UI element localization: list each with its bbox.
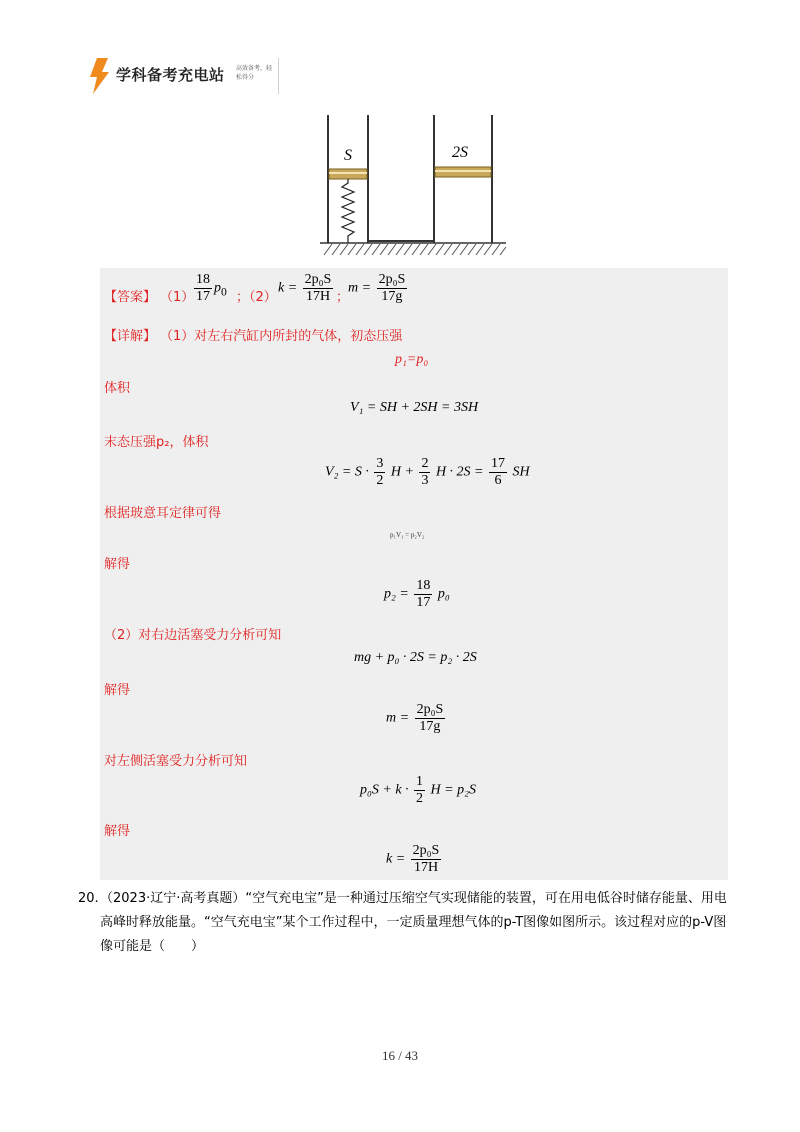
lightning-bolt-icon	[88, 58, 110, 94]
eq-v1: V₁ = SH + 2SH = 3SH	[350, 400, 479, 415]
label-volume: 体积	[104, 381, 131, 396]
label-part-2: （2）对右边活塞受力分析可知	[104, 628, 282, 643]
label-final-state: 末态压强p₂，体积	[104, 435, 209, 450]
eq-v2: V₂ = S · $\frac{3}{2}$ H + $\frac{2}{3}$ H · 2S = $\frac{17}{6}$ SH	[325, 456, 530, 488]
cylinder-figure	[320, 115, 510, 265]
eq-right-piston: mg + p₀ · 2S = p₂ · 2S	[354, 650, 477, 665]
logo-slogan: 高效备考，轻松得分	[236, 65, 273, 81]
explain-tag: 【详解】	[104, 329, 157, 344]
eq-left-piston: p₀S + k · $\frac{1}{2}$ H = p₂S	[360, 774, 476, 806]
header-logo	[88, 58, 278, 96]
answer-part1-prefix: （1）	[160, 290, 195, 305]
label-left-piston: 对左侧活塞受力分析可知	[104, 754, 248, 769]
eq-boyle: p₁V₁ = p₂V₂	[390, 531, 425, 539]
answer-k-value: k = $\frac{\text{2p₀S}}{17H}$	[278, 272, 332, 304]
answer-m-value: m = $\frac{\text{2p₀S}}{17g}$	[348, 272, 406, 304]
page-number: 16 / 43	[381, 1048, 419, 1063]
logo-divider	[278, 58, 279, 94]
logo-title: 学科备考充电站	[116, 66, 225, 84]
answer-sep-1: ；（2）	[236, 290, 277, 305]
eq-m: m = $\frac{\text{2p₀S}}{17g}$	[386, 702, 444, 734]
answer-tag: 【答案】	[104, 290, 157, 305]
explain-line-1: （1）对左右汽缸内所封的气体，初态压强	[160, 329, 403, 344]
question-number: 20.	[78, 891, 99, 906]
eq-p2: p₂ = $\frac{18}{17}$ p₀	[384, 578, 450, 610]
label-solve-2: 解得	[104, 683, 131, 698]
answer-sep-2: ；	[336, 290, 350, 305]
label-solve-1: 解得	[104, 557, 131, 572]
answer-part1-value: $\frac{18}{17}$ $p_0$	[196, 272, 227, 304]
eq-p1: p₁=p₀	[395, 352, 429, 367]
question-text: （2023·辽宁·高考真题）“空气充电宝”是一种通过压缩空气实现储能的装置，可在用电低谷时储存能量、用电高峰时释放能量。“空气充电宝”某个工作过程中，一定质量理想气体的p-T图像如图所示。该过程对应的p-V图像可能是（ ）	[100, 891, 727, 954]
right-area-label: 2S	[452, 144, 468, 161]
label-boyle: 根据玻意耳定律可得	[104, 506, 222, 521]
eq-k: k = $\frac{\text{2p₀S}}{17H}$	[386, 843, 440, 875]
left-area-label: S	[344, 147, 352, 164]
label-solve-3: 解得	[104, 824, 131, 839]
